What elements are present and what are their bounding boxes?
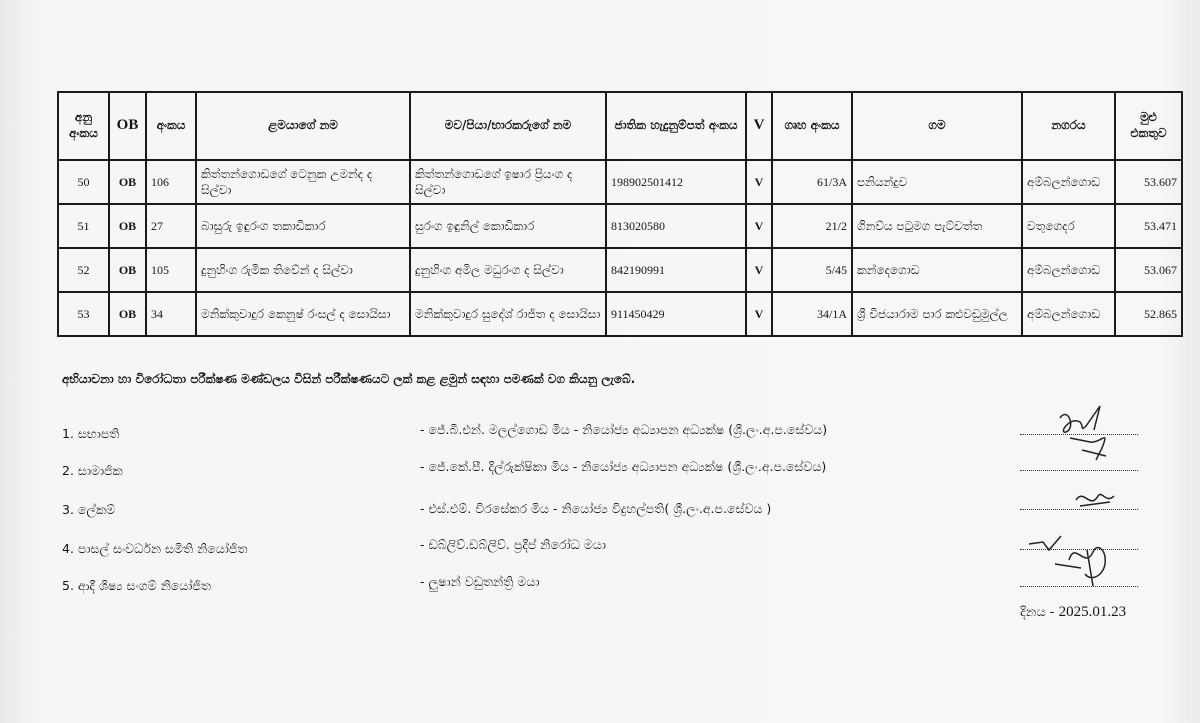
- table-header-row: [58, 92, 1182, 160]
- table-row: [58, 248, 1182, 292]
- member-name-chairperson: - ජේ.බී.එන්. මලල්ගොඩ මිය - නියෝජ්‍ය අධ්‍යාපන අධ්‍යක්ෂ (ශ්‍රී.ලං.අ.ප.සේවය): [420, 422, 828, 437]
- cell-student-name: මනික්කුවාදුර කෙනුෂ් රංසල් ද සොයිසා: [196, 292, 410, 336]
- table-row: [58, 204, 1182, 248]
- header-total: මුළු එකතුව: [1115, 92, 1182, 160]
- signature-line: [1020, 470, 1138, 471]
- cell-nic: 198902501412: [606, 160, 746, 204]
- member-role-alumni-representative: 5. ආදී ශිෂ්‍ය සංගම් නියෝජිත: [62, 578, 211, 593]
- member-role-sdc-representative: 4. පාසල් සංවර්ධන සමිති නියෝජිත: [62, 541, 248, 556]
- responsibility-note: අභියාචනා හා විරෝධතා පරීක්ෂණ මණ්ඩලය විසින් පරීක්ෂණයට ලක් කළ ළමුන් සඳහා පමණක් වග කියනු ලැබේ.: [62, 372, 636, 386]
- member-name-alumni-representative: - ලුෂාන් වඩුතන්ත්‍රි මයා: [420, 574, 540, 589]
- cell-town: අම්බලන්ගොඩ: [1022, 292, 1115, 336]
- cell-house-no: 21/2: [772, 204, 852, 248]
- cell-village: ශ්‍රී විජයාරාම පාර කළුවඩුමුල්ල: [852, 292, 1022, 336]
- header-v: V: [746, 92, 772, 160]
- cell-number: 105: [146, 248, 196, 292]
- cell-index: 51: [58, 204, 109, 248]
- date-value: 2025.01.23: [1058, 604, 1127, 620]
- cell-guardian-name: දුනුහිංග අමිල මධුරංග ද සිල්වා: [410, 248, 606, 292]
- header-guardian-name: මව/පියා/භාරකරුගේ නම: [410, 92, 606, 160]
- cell-guardian-name: මනික්කුවාදුර සුදේශ් රාජිත ද සොයිසා: [410, 292, 606, 336]
- cell-house-no: 5/45: [772, 248, 852, 292]
- cell-total: 53.067: [1115, 248, 1182, 292]
- results-table: [57, 91, 1183, 337]
- cell-number: 106: [146, 160, 196, 204]
- member-role-member: 2. සාමාජික: [62, 463, 123, 478]
- member-name-member: - ජේ.කේ.පී. දිල්රුක්ෂිකා මිය - නියෝජ්‍ය අධ්‍යාපන අධ්‍යක්ෂ (ශ්‍රී.ලං.අ.ප.සේවය): [420, 459, 827, 474]
- member-role-chairperson: 1. සභාපති: [62, 426, 120, 441]
- cell-guardian-name: සුරංග ඉඳුනිල් කොඩිකාර: [410, 204, 606, 248]
- header-house-no: ගෘහ අංකය: [772, 92, 852, 160]
- cell-number: 27: [146, 204, 196, 248]
- header-ob: OB: [109, 92, 146, 160]
- cell-total: 53.471: [1115, 204, 1182, 248]
- cell-v: V: [746, 160, 772, 204]
- cell-ob: OB: [109, 248, 146, 292]
- date-label: දිනය -: [1020, 605, 1055, 620]
- date-block: [1020, 604, 1126, 621]
- member-name-secretary: - එස්.එම්. විරසේකර මිය - නියෝජ්‍ය විදුහල්පති( ශ්‍රී.ලං.අ.ප.සේවය ): [420, 501, 772, 516]
- cell-total: 52.865: [1115, 292, 1182, 336]
- cell-ob: OB: [109, 292, 146, 336]
- table-row: [58, 292, 1182, 336]
- header-village: ගම: [852, 92, 1022, 160]
- cell-v: V: [746, 204, 772, 248]
- cell-number: 34: [146, 292, 196, 336]
- header-nic: ජාතික හැදුනුම්පත් අංකය: [606, 92, 746, 160]
- cell-index: 53: [58, 292, 109, 336]
- cell-student-name: බාසුරු ඉඳුරංග තකාඩිකාර: [196, 204, 410, 248]
- cell-total: 53.607: [1115, 160, 1182, 204]
- cell-ob: OB: [109, 160, 146, 204]
- cell-town: අම්බලන්ගොඩ: [1022, 160, 1115, 204]
- cell-nic: 842190991: [606, 248, 746, 292]
- member-name-sdc-representative: - ඩබ්ලිව්.ඩබ්ලිව්. ප්‍රදීප් නිරෝධ මයා: [420, 537, 606, 552]
- cell-v: V: [746, 248, 772, 292]
- cell-nic: 911450429: [606, 292, 746, 336]
- signature-1-image: [1040, 398, 1140, 468]
- cell-nic: 813020580: [606, 204, 746, 248]
- cell-index: 52: [58, 248, 109, 292]
- cell-town: වතුගෙදර: [1022, 204, 1115, 248]
- signature-3-image: [1025, 530, 1125, 590]
- cell-index: 50: [58, 160, 109, 204]
- cell-house-no: 34/1A: [772, 292, 852, 336]
- cell-village: ගිනව්ය පටුමග පැට්වත්ත: [852, 204, 1022, 248]
- cell-ob: OB: [109, 204, 146, 248]
- cell-guardian-name: කිත්තන්ගොඩගේ ඉෂාර ප්‍රියංග ද සිල්වා: [410, 160, 606, 204]
- member-role-secretary: 3. ලේකම්: [62, 502, 116, 517]
- cell-v: V: [746, 292, 772, 336]
- header-student-name: ළමයාගේ නම: [196, 92, 410, 160]
- table-row: [58, 160, 1182, 204]
- header-number: අංකය: [146, 92, 196, 160]
- cell-house-no: 61/3A: [772, 160, 852, 204]
- header-index: අනු අංකය: [58, 92, 109, 160]
- cell-village: කන්දෙගොඩ: [852, 248, 1022, 292]
- header-town: නගරය: [1022, 92, 1115, 160]
- cell-student-name: කිත්තන්ගොඩගේ ටෙනුක උමන්ද ද සිල්වා: [196, 160, 410, 204]
- cell-town: අම්බලන්ගොඩ: [1022, 248, 1115, 292]
- cell-village: පනියන්දුව: [852, 160, 1022, 204]
- cell-student-name: දුනුහිංග රුමික තිවේන් ද සිල්වා: [196, 248, 410, 292]
- signature-2-image: [1070, 484, 1130, 514]
